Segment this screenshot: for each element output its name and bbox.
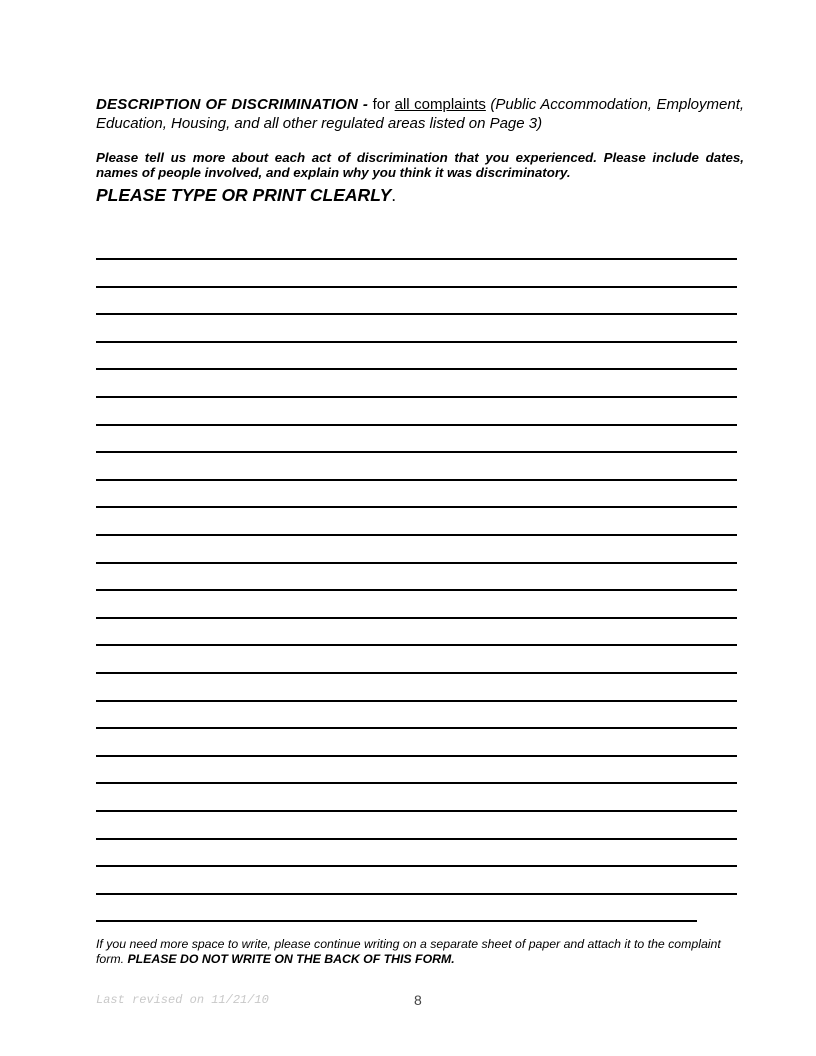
writing-line[interactable] bbox=[96, 755, 737, 757]
footer-note-emphasis: PLEASE DO NOT WRITE ON THE BACK OF THIS FORM. bbox=[127, 952, 455, 966]
for-word: for bbox=[372, 96, 391, 113]
writing-line[interactable] bbox=[96, 838, 737, 840]
writing-line[interactable] bbox=[96, 368, 737, 370]
writing-line[interactable] bbox=[96, 286, 737, 288]
page-number: 8 bbox=[414, 992, 422, 1008]
footer-note-text: If you need more space to write, please continue writing on a separate sheet of paper and attach it to the complaint form. bbox=[96, 937, 721, 966]
instructions-text: Please tell us more about each act of discrimination that you experienced. Please include dates, names of people involved, and explain why you think it was discriminatory. bbox=[96, 150, 744, 180]
writing-line[interactable] bbox=[96, 727, 737, 729]
revised-date: Last revised on 11/21/10 bbox=[96, 993, 269, 1007]
print-clearly-text: PLEASE TYPE OR PRINT CLEARLY bbox=[96, 185, 392, 205]
writing-line[interactable] bbox=[96, 479, 737, 481]
writing-line[interactable] bbox=[96, 617, 737, 619]
footer-note bbox=[96, 937, 736, 967]
all-complaints-underlined: all complaints bbox=[394, 96, 486, 113]
writing-line[interactable] bbox=[96, 920, 697, 922]
section-title: DESCRIPTION OF DISCRIMINATION - bbox=[96, 96, 369, 113]
writing-line[interactable] bbox=[96, 672, 737, 674]
writing-line[interactable] bbox=[96, 396, 737, 398]
writing-line[interactable] bbox=[96, 562, 737, 564]
writing-line[interactable] bbox=[96, 341, 737, 343]
writing-line[interactable] bbox=[96, 534, 737, 536]
writing-line[interactable] bbox=[96, 313, 737, 315]
writing-line[interactable] bbox=[96, 893, 737, 895]
section-heading bbox=[96, 95, 744, 133]
writing-line[interactable] bbox=[96, 451, 737, 453]
writing-line[interactable] bbox=[96, 424, 737, 426]
print-clearly-heading bbox=[96, 184, 396, 206]
print-clearly-punct: . bbox=[391, 185, 397, 205]
writing-line[interactable] bbox=[96, 810, 737, 812]
writing-line[interactable] bbox=[96, 700, 737, 702]
writing-line[interactable] bbox=[96, 506, 737, 508]
writing-line[interactable] bbox=[96, 589, 737, 591]
regulated-areas-note: (Public Accommodation, Employment, Education, Housing, and all other regulated areas listed on Page 3) bbox=[96, 96, 745, 132]
writing-line[interactable] bbox=[96, 258, 737, 260]
writing-line[interactable] bbox=[96, 865, 737, 867]
writing-line[interactable] bbox=[96, 782, 737, 784]
writing-line[interactable] bbox=[96, 644, 737, 646]
